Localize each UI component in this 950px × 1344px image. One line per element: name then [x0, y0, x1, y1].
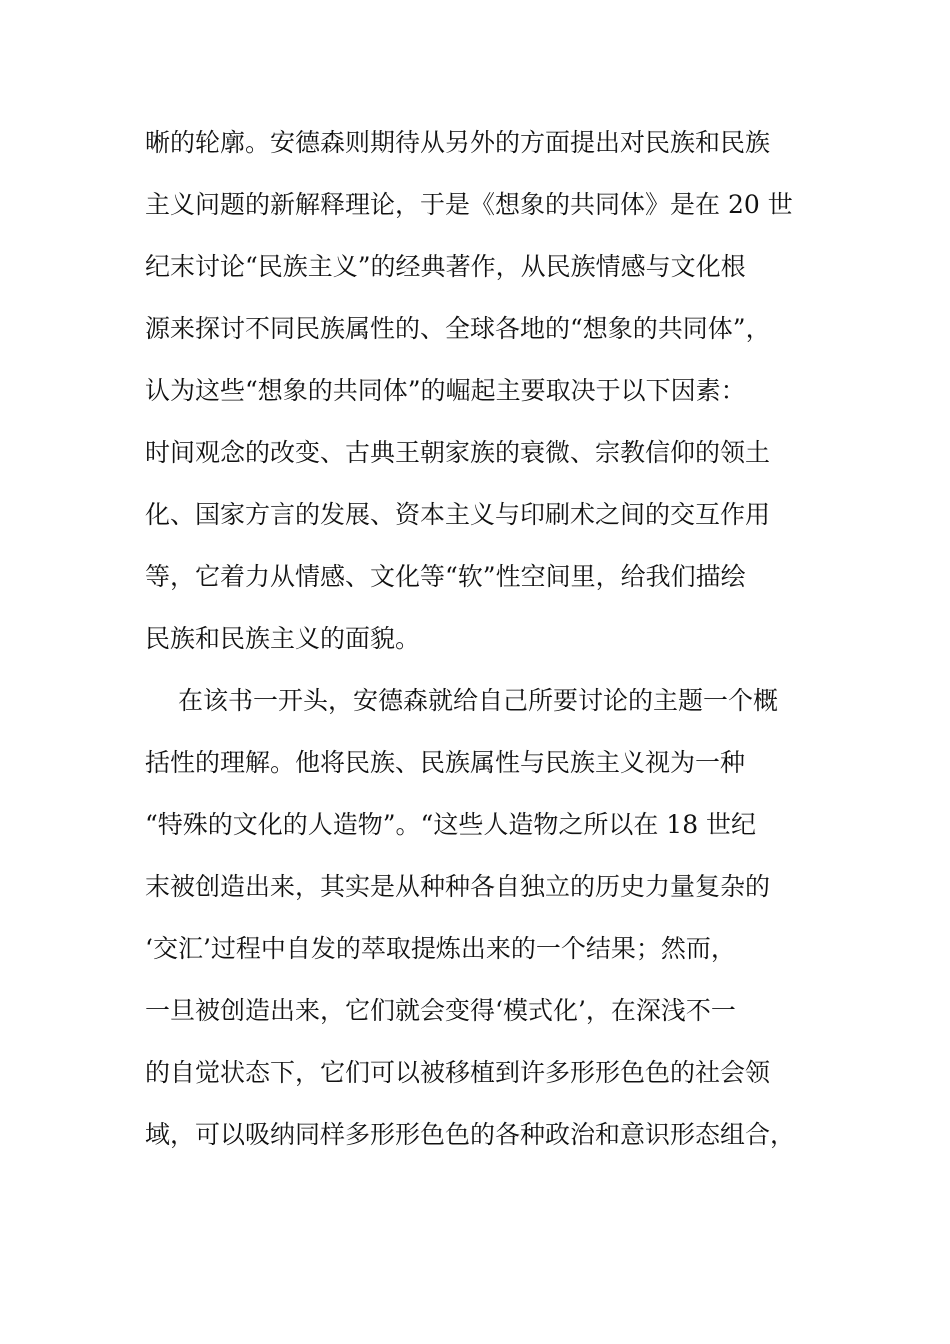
- text-line: “特殊的文化的人造物”。“这些人造物之所以在 18 世纪: [145, 810, 757, 839]
- text-line: 括性的理解。他将民族、民族属性与民族主义视为一种: [145, 748, 746, 777]
- text-line: 等，它着力从情感、文化等“软”性空间里，给我们描绘: [145, 562, 746, 591]
- text-line: 民族和民族主义的面貌。: [145, 624, 421, 653]
- text-line: 主义问题的新解释理论，于是《想象的共同体》是在 20 世: [145, 190, 793, 219]
- text-line: ‘交汇’过程中自发的萃取提炼出来的一个结果；然而，: [145, 934, 736, 963]
- text-line: 的自觉状态下，它们可以被移植到许多形形色色的社会领: [145, 1058, 771, 1087]
- text-line: 域，可以吸纳同样多形形色色的各种政治和意识形态组合，: [145, 1120, 796, 1149]
- body-text: [145, 118, 805, 1172]
- text-line: 认为这些“想象的共同体”的崛起主要取决于以下因素：: [145, 376, 746, 405]
- text-line: 纪末讨论“民族主义”的经典著作，从民族情感与文化根: [145, 252, 746, 281]
- text-line: 化、国家方言的发展、资本主义与印刷术之间的交互作用: [145, 500, 771, 529]
- text-line: 晰的轮廓。安德森则期待从另外的方面提出对民族和民族: [145, 128, 771, 157]
- paragraph-start-line: 在该书一开头，安德森就给自己所要讨论的主题一个概: [178, 686, 779, 715]
- text-line: 一旦被创造出来，它们就会变得‘模式化’，在深浅不一: [145, 996, 736, 1025]
- text-line: 源来探讨不同民族属性的、全球各地的“想象的共同体”，: [145, 314, 771, 343]
- text-line: 末被创造出来，其实是从种种各自独立的历史力量复杂的: [145, 872, 771, 901]
- text-line: 时间观念的改变、古典王朝家族的衰微、宗教信仰的领土: [145, 438, 771, 467]
